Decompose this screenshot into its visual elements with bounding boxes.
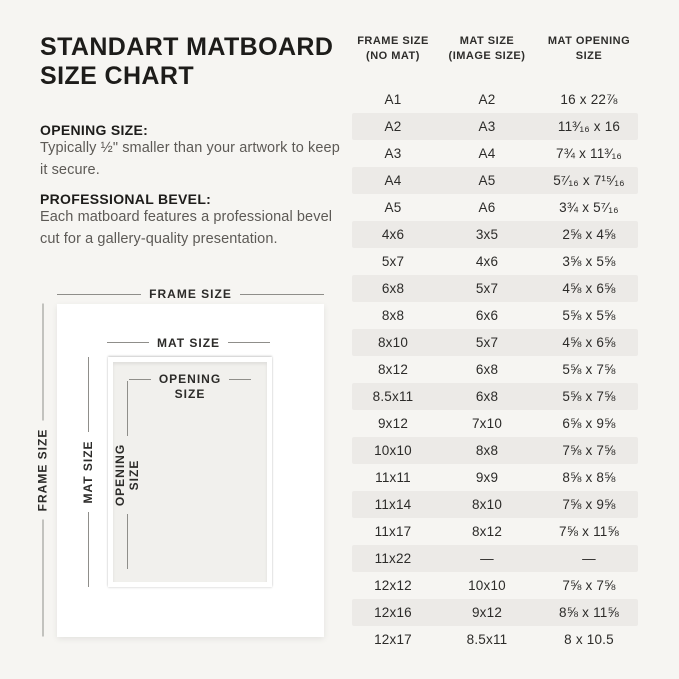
mat-size-cell: 4x6 — [475, 254, 499, 269]
page-title-line2: SIZE CHART — [40, 62, 194, 90]
mat-opening-cell: 7⅝ x 11⅝ — [559, 524, 619, 539]
frame-size-cell: 11x22 — [374, 551, 412, 566]
table-row — [352, 464, 638, 491]
mat-size-cell: — — [480, 551, 494, 566]
mat-opening-illustration — [108, 357, 272, 587]
frame-size-cell: A2 — [384, 119, 402, 134]
frame-size-cell: 6x8 — [381, 281, 405, 296]
frame-size-cell: 12x12 — [374, 578, 412, 593]
table-row — [352, 221, 638, 248]
mat-size-cell: 10x10 — [468, 578, 506, 593]
page-title — [40, 33, 350, 91]
dimension-line — [229, 379, 251, 380]
table-row — [352, 140, 638, 167]
dimension-line — [42, 303, 43, 420]
mat-opening-cell: 3¾ x 5⁷⁄₁₆ — [559, 200, 619, 215]
header-frame-size: FRAME SIZE (NO MAT) — [357, 35, 429, 62]
mat-size-cell: 3x5 — [475, 227, 499, 242]
size-table — [352, 34, 638, 653]
table-row — [352, 194, 638, 221]
frame-size-cell: 9x12 — [377, 416, 409, 431]
mat-size-cell: A6 — [478, 200, 496, 215]
dimension-line — [42, 519, 43, 636]
opening-size-dimension-left — [112, 381, 142, 569]
table-row — [352, 491, 638, 518]
mat-size-cell: 6x6 — [475, 308, 499, 323]
dimension-line — [228, 342, 270, 343]
mat-size-cell: 8x10 — [471, 497, 503, 512]
frame-size-dimension-top — [57, 286, 324, 302]
opening-size-label: OPENING SIZE — [158, 372, 222, 401]
mat-size-label: MAT SIZE — [156, 335, 221, 350]
dimension-line — [107, 342, 149, 343]
table-row — [352, 356, 638, 383]
mat-opening-cell: 7¾ x 11³⁄₁₆ — [556, 146, 622, 161]
mat-size-cell: 8x12 — [471, 524, 503, 539]
mat-size-cell: A2 — [478, 92, 496, 107]
mat-opening-cell: 4⅝ x 6⅝ — [562, 281, 616, 296]
frame-size-cell: 8.5x11 — [372, 389, 414, 404]
table-row — [352, 167, 638, 194]
header-mat-opening-size: MAT OPENING SIZE — [547, 35, 631, 62]
mat-opening-cell: 3⅝ x 5⅝ — [562, 254, 616, 269]
table-row — [352, 86, 638, 113]
mat-size-dimension-top — [107, 335, 270, 350]
mat-opening-cell: 7⅝ x 7⅝ — [562, 443, 616, 458]
mat-size-dimension-left — [80, 357, 96, 587]
opening-size-dimension-top — [129, 372, 251, 402]
table-row — [352, 437, 638, 464]
table-row — [352, 113, 638, 140]
frame-size-cell: A5 — [384, 200, 402, 215]
table-row — [352, 626, 638, 653]
mat-opening-cell: 6⅝ x 9⅝ — [562, 416, 616, 431]
frame-size-cell: 5x7 — [381, 254, 405, 269]
frame-size-cell: 8x10 — [377, 335, 409, 350]
frame-size-cell: 12x17 — [374, 632, 412, 647]
mat-opening-cell: 5⅝ x 5⅝ — [562, 308, 616, 323]
dimension-line — [88, 512, 89, 587]
frame-size-cell: 12x16 — [374, 605, 412, 620]
table-row — [352, 518, 638, 545]
mat-opening-cell: 11³⁄₁₆ x 16 — [557, 119, 621, 134]
dimension-line — [127, 381, 128, 436]
table-row — [352, 599, 638, 626]
frame-size-cell: 11x14 — [374, 497, 412, 512]
mat-size-cell: 9x12 — [471, 605, 503, 620]
dimension-line — [88, 357, 89, 432]
opening-size-heading: OPENING SIZE: — [40, 122, 149, 138]
frame-size-cell: 10x10 — [374, 443, 412, 458]
mat-opening-cell: 8⅝ x 8⅝ — [562, 470, 616, 485]
mat-size-cell: 6x8 — [475, 389, 499, 404]
frame-size-cell: A4 — [384, 173, 402, 188]
mat-opening-cell: 4⅝ x 6⅝ — [562, 335, 616, 350]
table-row — [352, 329, 638, 356]
opening-size-label: OPENING SIZE — [113, 443, 141, 507]
table-row — [352, 248, 638, 275]
frame-size-cell: A3 — [384, 146, 402, 161]
frame-size-cell: A1 — [384, 92, 402, 107]
frame-illustration — [57, 304, 324, 637]
mat-opening-cell: 2⅝ x 4⅝ — [562, 227, 616, 242]
mat-opening-cell: 5⅝ x 7⅝ — [562, 389, 616, 404]
mat-opening-cell: 5⅝ x 7⅝ — [562, 362, 616, 377]
professional-bevel-heading: PROFESSIONAL BEVEL: — [40, 191, 212, 207]
mat-opening-cell: 8⅝ x 11⅝ — [559, 605, 619, 620]
frame-size-label: FRAME SIZE — [149, 287, 232, 301]
mat-size-cell: 8x8 — [475, 443, 499, 458]
mat-opening-cell: 8 x 10.5 — [564, 632, 614, 647]
dimension-line — [240, 294, 324, 295]
frame-size-cell: 8x8 — [381, 308, 405, 323]
frame-size-cell: 11x17 — [374, 524, 412, 539]
matboard-diagram — [35, 284, 330, 646]
frame-size-label: FRAME SIZE — [35, 428, 50, 512]
professional-bevel-body: Each matboard features a professional bevel cut for a gallery-quality presentation. — [40, 209, 333, 247]
size-table-header — [352, 34, 638, 64]
table-row — [352, 383, 638, 410]
dimension-line — [57, 294, 141, 295]
dimension-line — [127, 514, 128, 569]
mat-opening-cell: 16 x 22⅞ — [560, 92, 618, 107]
table-row — [352, 545, 638, 572]
table-row — [352, 302, 638, 329]
mat-size-cell: A4 — [478, 146, 496, 161]
table-row — [352, 572, 638, 599]
mat-opening-cell: 7⅝ x 7⅝ — [562, 578, 616, 593]
table-row — [352, 410, 638, 437]
mat-size-cell: A3 — [478, 119, 496, 134]
mat-size-cell: 9x9 — [475, 470, 499, 485]
frame-size-cell: 8x12 — [377, 362, 409, 377]
size-table-rows — [352, 86, 638, 653]
dimension-line — [129, 379, 151, 380]
opening-size-body: Typically ½" smaller than your artwork to keep it secure. — [40, 140, 340, 178]
mat-size-cell: 5x7 — [475, 281, 499, 296]
mat-size-label: MAT SIZE — [81, 440, 95, 504]
mat-opening-cell: 7⅝ x 9⅝ — [562, 497, 616, 512]
header-mat-size: MAT SIZE (IMAGE SIZE) — [448, 35, 526, 62]
frame-size-dimension-left — [35, 304, 51, 637]
mat-size-cell: 8.5x11 — [466, 632, 508, 647]
page-title-line1: STANDART MATBOARD — [40, 33, 334, 61]
mat-size-cell: 5x7 — [475, 335, 499, 350]
mat-size-cell: 7x10 — [471, 416, 503, 431]
mat-size-cell: A5 — [478, 173, 496, 188]
table-row — [352, 275, 638, 302]
mat-size-cell: 6x8 — [475, 362, 499, 377]
mat-opening-cell: 5⁷⁄₁₆ x 7¹⁵⁄₁₆ — [553, 173, 625, 188]
frame-size-cell: 4x6 — [381, 227, 405, 242]
frame-size-cell: 11x11 — [375, 470, 411, 485]
mat-opening-cell: — — [582, 551, 596, 566]
